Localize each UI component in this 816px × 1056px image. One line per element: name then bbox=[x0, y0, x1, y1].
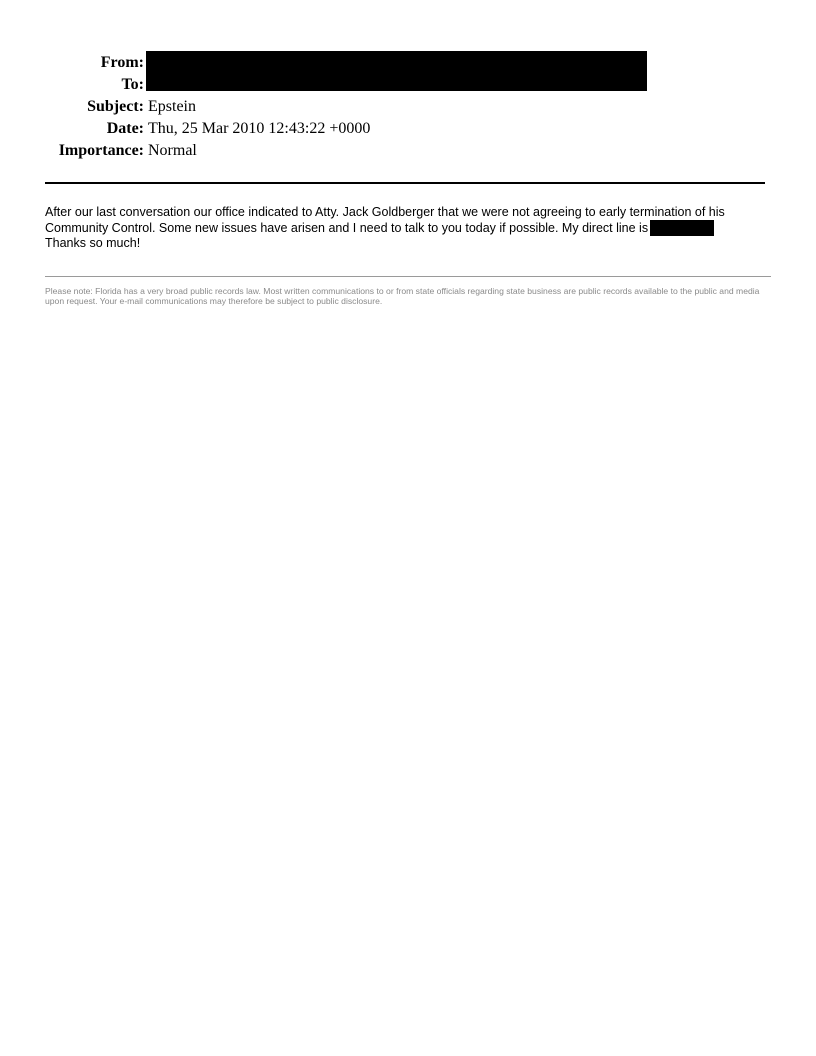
body-line-2-text: Community Control. Some new issues have arisen and I need to talk to you today if possible. My direct line is bbox=[45, 221, 649, 235]
importance-row bbox=[0, 140, 816, 162]
date-row bbox=[0, 118, 816, 140]
date-value: Thu, 25 Mar 2010 12:43:22 +0000 bbox=[148, 120, 371, 137]
subject-value: Epstein bbox=[148, 98, 196, 115]
body-line-2 bbox=[45, 220, 775, 236]
body-line-1: After our last conversation our office indicated to Atty. Jack Goldberger that we were not agreeing to early termination of his bbox=[45, 205, 725, 219]
disclaimer-divider bbox=[45, 276, 771, 277]
date-label: Date: bbox=[106, 120, 144, 137]
importance-value: Normal bbox=[148, 142, 197, 159]
redaction-block-phone bbox=[650, 220, 714, 236]
subject-label: Subject: bbox=[87, 98, 144, 115]
redaction-block-from-to bbox=[146, 51, 647, 91]
public-records-disclaimer: Please note: Florida has a very broad public records law. Most written communications to or from state officials regarding state business are public records available to the public and media upon request. Your e-mail communications may therefore be subject to public disclosure. bbox=[45, 286, 760, 306]
body-line-3: Thanks so much! bbox=[45, 236, 141, 250]
from-label: From: bbox=[100, 54, 144, 71]
message-body bbox=[45, 205, 775, 251]
to-label: To: bbox=[121, 76, 144, 93]
header-divider bbox=[45, 182, 765, 184]
importance-label: Importance: bbox=[58, 142, 144, 159]
subject-row bbox=[0, 96, 816, 118]
